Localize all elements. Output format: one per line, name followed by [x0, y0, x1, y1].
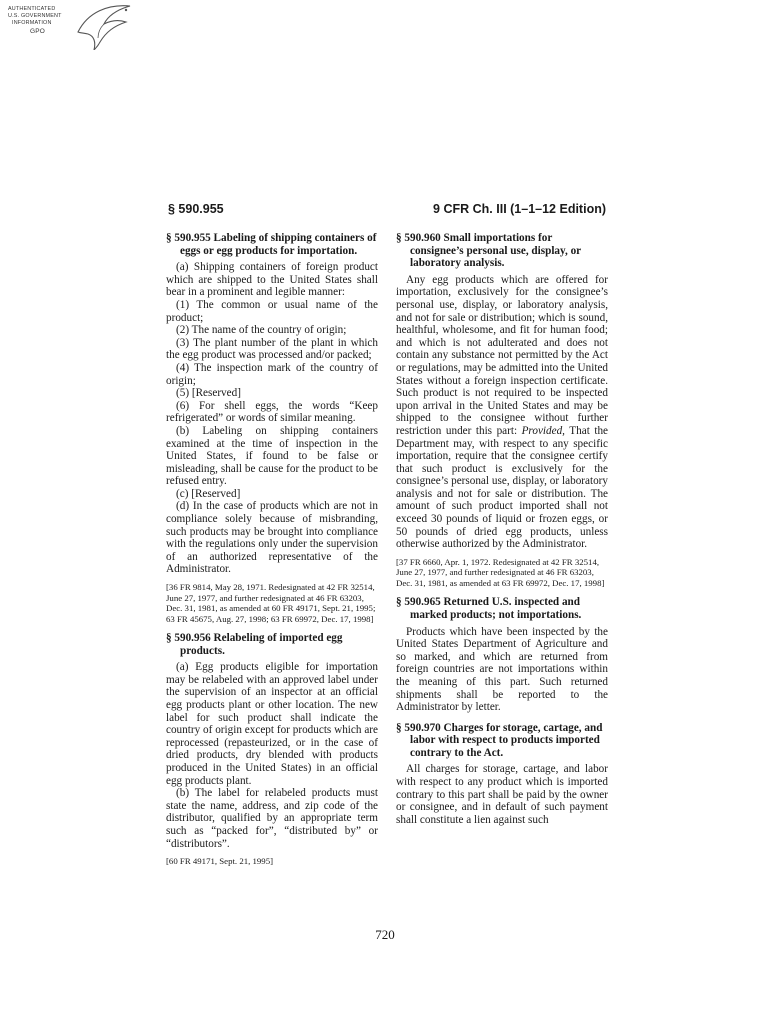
section-heading-590-956: § 590.956 Relabeling of imported egg products. [166, 632, 343, 657]
paragraph: (6) For shell eggs, the words “Keep refrigerated” or words of similar meaning. [166, 399, 378, 425]
paragraph: (4) The inspection mark of the country of origin; [166, 361, 378, 387]
paragraph: (d) In the case of products which are not in compliance solely because of misbranding, such products may be brought into compliance with the regulations only under the supervision of an authorized representative of the Administrator. [166, 500, 378, 576]
emphasis-provided: Provided, [521, 424, 565, 437]
section-heading-590-955: § 590.955 Labeling of shipping containers of eggs or egg products for importation. [166, 232, 377, 257]
paragraph: (b) The label for relabeled products must state the name, address, and zip code of the distributor, qualified by an appropriate term such as “packed for”, “distributed by” or “distributors”. [166, 787, 378, 850]
seal-line-4: GPO [30, 28, 46, 35]
section-heading-590-970: § 590.970 Charges for storage, cartage, and labor with respect to products imported contrary to the Act. [396, 721, 603, 759]
source-citation: [37 FR 6660, Apr. 1, 1972. Redesignated at 42 FR 32514, June 27, 1977, and further redesignated at 46 FR 63203, Dec. 31, 1981, as amended at 63 FR 69972, Dec. 17, 1998] [396, 556, 605, 588]
page-number: 720 [375, 927, 395, 942]
paragraph: (3) The plant number of the plant in which the egg product was processed and/or packed; [166, 336, 378, 362]
paragraph: (a) Egg products eligible for importation may be relabeled with an approved label under the supervision of an inspector at an official egg products plant or other location. The new label for such product shall indicate the country of origin except for products which are reprocessed (repasteurized, or in the case of dried products, dry blended with products produced in the United States) in an official egg products plant. [166, 661, 378, 787]
paragraph-text: That the Department may, with respect to any specific importation, require that the consignee certify that such product is exclusively for the consignee’s personal use, display, or laboratory analysis and not for sale or distribution. The amount of such product imported shall not exceed 30 pounds of liquid or frozen eggs, or 50 pounds of dried egg products, unless otherwise authorized by the Administrator. [396, 424, 608, 551]
paragraph [396, 274, 608, 551]
header-section-number: § 590.955 [168, 202, 224, 216]
paragraph-text: Any egg products which are offered for importation, exclusively for the consignee’s personal use, display, or laboratory analysis, and not for sale or distribution; which is sound, healthful, wholesome, and fit for human food; and which is not adulterated and does not contain any substance not permitted by the Act or regulations, may be admitted into the United States without a foreign inspection certificate. Such product is not required to be inspected upon arrival in the United States and may be shipped to the consignee without further restriction under this part: [396, 273, 608, 437]
seal-line-3: INFORMATION [12, 20, 52, 26]
paragraph: (5) [Reserved] [176, 387, 241, 400]
gpo-authentication-seal [8, 2, 143, 52]
paragraph: (1) The common or usual name of the product; [166, 298, 378, 324]
eagle-seal-icon [68, 2, 138, 50]
paragraph: (a) Shipping containers of foreign product which are shipped to the United States shall bear in a prominent and legible manner: [166, 261, 378, 299]
header-cfr-title: 9 CFR Ch. III (1–1–12 Edition) [433, 202, 606, 216]
section-heading-590-965: § 590.965 Returned U.S. inspected and marked products; not importations. [396, 596, 582, 621]
paragraph: (c) [Reserved] [176, 487, 241, 500]
seal-line-2: U.S. GOVERNMENT [8, 13, 62, 19]
source-citation: [36 FR 9814, May 28, 1971. Redesignated at 42 FR 32514, June 27, 1977, and further redesignated at 46 FR 63203, Dec. 31, 1981, as amended at 60 FR 49171, Sept. 21, 1995; 63 FR 45675, Aug. 27, 1998; 63 FR 69972, Dec. 17, 1998] [166, 582, 376, 624]
paragraph: Products which have been inspected by the United States Department of Agriculture and so marked, and which are returned from foreign countries are not importations within the meaning of this part. Such returned shipments shall be reported to the Administrator by letter. [396, 625, 608, 714]
section-heading-590-960: § 590.960 Small importations for consignee’s personal use, display, or laboratory analysis. [396, 232, 581, 270]
source-citation: [60 FR 49171, Sept. 21, 1995] [166, 856, 274, 867]
paragraph: All charges for storage, cartage, and labor with respect to any product which is imported contrary to this part shall be paid by the owner or consignee, and in default of such payment shall constitute a lien against such [396, 763, 608, 826]
right-column [396, 232, 608, 826]
running-header [168, 202, 606, 222]
paragraph: (2) The name of the country of origin; [176, 324, 347, 337]
left-column [166, 232, 378, 875]
paragraph: (b) Labeling on shipping containers examined at the time of inspection in the United States, if found to be false or misleading, shall be cause for the product to be refused entry. [166, 424, 378, 488]
seal-line-1: AUTHENTICATED [8, 6, 56, 12]
